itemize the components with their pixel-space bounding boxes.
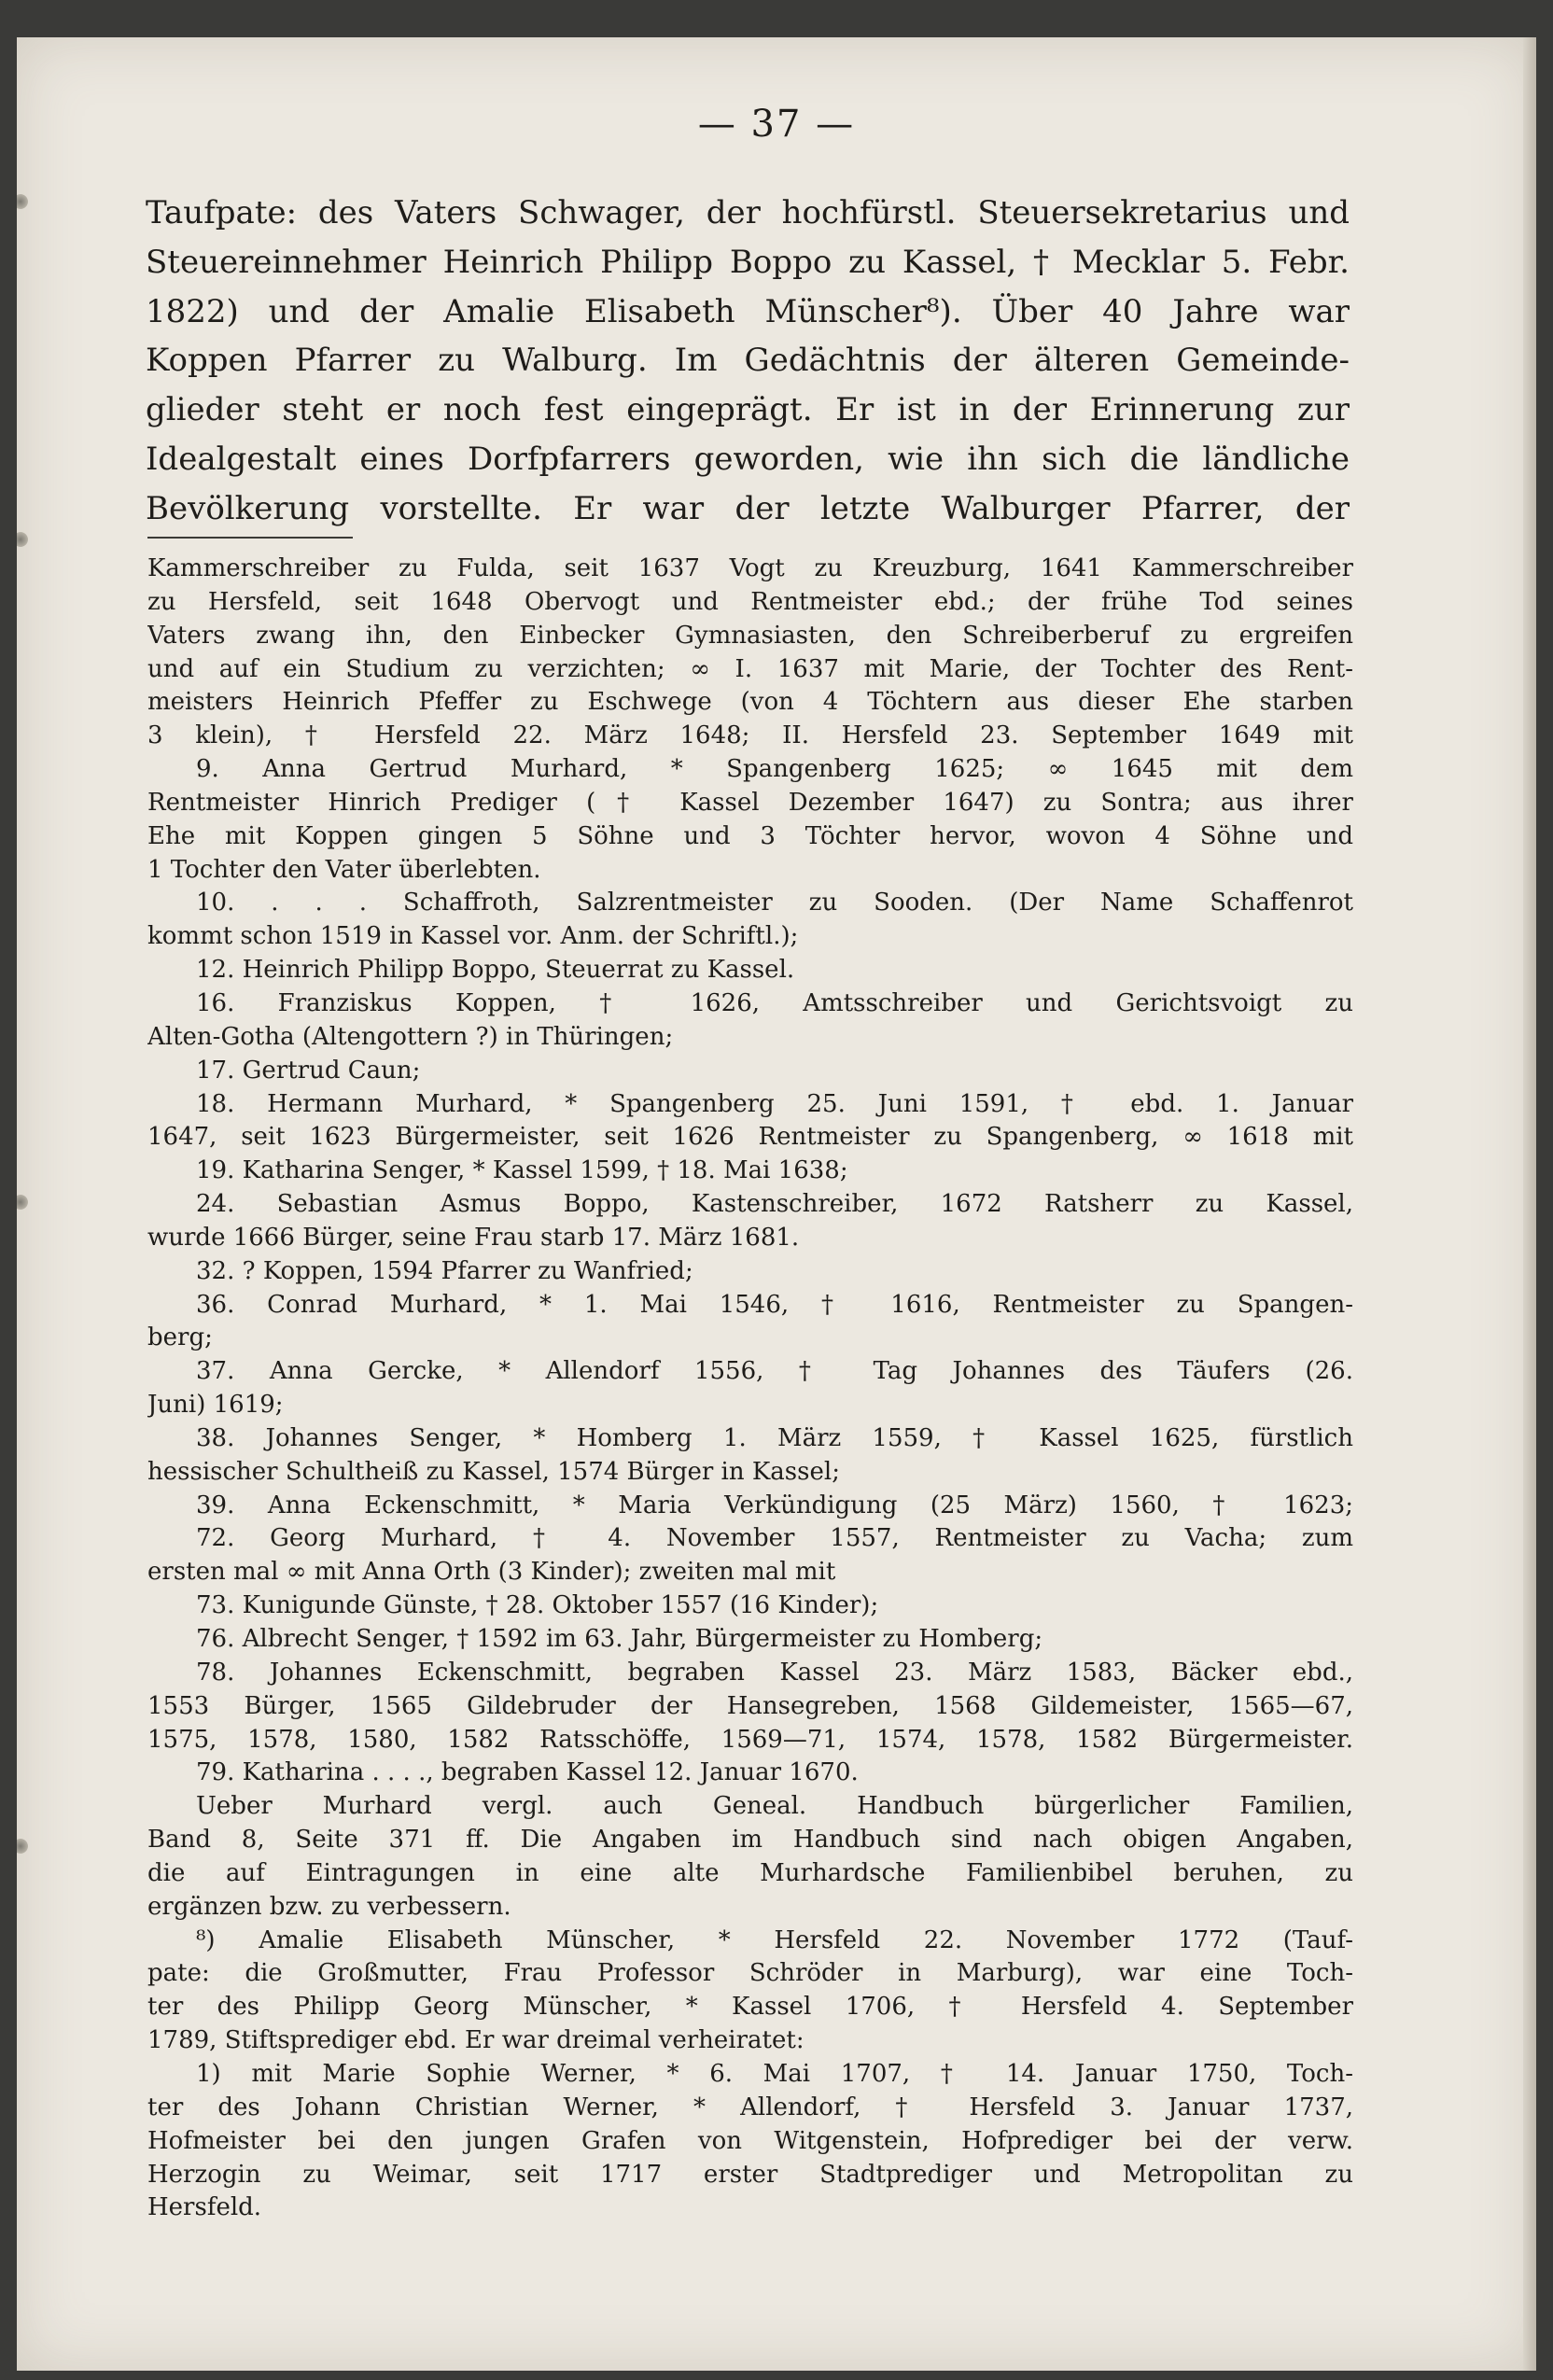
footnote-line: Rentmeister Hinrich Prediger († Kassel Dezember 1647) zu Sontra; aus ihrer xyxy=(147,788,1353,817)
footnote-line: Ueber Murhard vergl. auch Geneal. Handbuch bürgerlicher Familien, xyxy=(196,1792,1353,1821)
footnote-line: 1575, 1578, 1580, 1582 Ratsschöffe, 1569—71, 1574, 1578, 1582 Bürgermeister. xyxy=(147,1725,1353,1754)
punch-hole xyxy=(17,1195,28,1210)
footnote-line: 12. Heinrich Philipp Boppo, Steuerrat zu Kassel. xyxy=(196,956,795,985)
footnote-line: Ehe mit Koppen gingen 5 Söhne und 3 Töchter hervor, wovon 4 Söhne und xyxy=(147,821,1353,850)
footnote-line: 16. Franziskus Koppen, † 1626, Amtsschreiber und Gerichtsvoigt zu xyxy=(196,988,1353,1017)
footnote-line: 17. Gertrud Caun; xyxy=(196,1056,421,1085)
footnote-line: 1647, seit 1623 Bürgermeister, seit 1626 Rentmeister zu Spangenberg, ∞ 1618 mit xyxy=(147,1123,1353,1152)
footnote-line: Band 8, Seite 371 ff. Die Angaben im Handbuch sind nach obigen Angaben, xyxy=(147,1826,1353,1855)
main-line: Koppen Pfarrer zu Walburg. Im Gedächtnis der älteren Gemeinde- xyxy=(146,342,1350,380)
footnote-line: ersten mal ∞ mit Anna Orth (3 Kinder); zweiten mal mit xyxy=(147,1558,836,1587)
document-page xyxy=(17,37,1536,2371)
footnote-separator xyxy=(147,537,353,539)
footnote-line: meisters Heinrich Pfeffer zu Eschwege (von 4 Töchtern aus dieser Ehe starben xyxy=(147,688,1353,717)
page-edge xyxy=(1523,37,1536,2371)
footnote-line: Hofmeister bei den jungen Grafen von Witgenstein, Hofprediger bei der verw. xyxy=(147,2126,1353,2155)
footnote-line: 78. Johannes Eckenschmitt, begraben Kassel 23. März 1583, Bäcker ebd., xyxy=(196,1658,1353,1687)
footnote-line: hessischer Schultheiß zu Kassel, 1574 Bürger in Kassel; xyxy=(147,1457,840,1486)
main-line: Bevölkerung vorstellte. Er war der letzte Walburger Pfarrer, der xyxy=(146,489,1350,527)
footnote-line: 24. Sebastian Asmus Boppo, Kastenschreiber, 1672 Ratsherr zu Kassel, xyxy=(196,1190,1353,1219)
punch-hole xyxy=(17,194,28,209)
footnote-line: Vaters zwang ihn, den Einbecker Gymnasiasten, den Schreiberberuf zu ergreifen xyxy=(147,621,1353,650)
main-line: Steuereinnehmer Heinrich Philipp Boppo zu Kassel, † Mecklar 5. Febr. xyxy=(146,243,1350,281)
punch-hole xyxy=(17,1839,28,1854)
footnote-line: 73. Kunigunde Günste, † 28. Oktober 1557 (16 Kinder); xyxy=(196,1591,879,1620)
footnote-line: 3 klein), † Hersfeld 22. März 1648; II. Hersfeld 23. September 1649 mit xyxy=(147,721,1353,750)
page-number: — 37 — xyxy=(697,103,856,146)
footnotes xyxy=(147,553,1353,2225)
footnote-line: 76. Albrecht Senger, † 1592 im 63. Jahr, Bürgermeister zu Homberg; xyxy=(196,1625,1043,1653)
main-line: glieder steht er noch fest eingeprägt. Er ist in der Erinnerung zur xyxy=(146,391,1350,429)
footnote-line: 1 Tochter den Vater überlebten. xyxy=(147,855,541,884)
footnote-line: und auf ein Studium zu verzichten; ∞ I. 1637 mit Marie, der Tochter des Rent- xyxy=(147,654,1353,683)
footnote-line: 18. Hermann Murhard, * Spangenberg 25. Juni 1591, † ebd. 1. Januar xyxy=(196,1089,1353,1118)
footnote-line: 79. Katharina . . . ., begraben Kassel 12. Januar 1670. xyxy=(196,1758,859,1787)
footnote-line: wurde 1666 Bürger, seine Frau starb 17. März 1681. xyxy=(147,1223,800,1252)
footnote-line: ter des Philipp Georg Münscher, * Kassel 1706, † Hersfeld 4. September xyxy=(147,1993,1353,2022)
footnote-line: 19. Katharina Senger, * Kassel 1599, † 18. Mai 1638; xyxy=(196,1156,848,1185)
footnote-line: die auf Eintragungen in eine alte Murhardsche Familienbibel beruhen, zu xyxy=(147,1858,1353,1887)
main-line: Idealgestalt eines Dorfpfarrers geworden, wie ihn sich die ländliche xyxy=(146,440,1350,478)
footnote-line: pate: die Großmutter, Frau Professor Schröder in Marburg), war eine Toch- xyxy=(147,1959,1353,1988)
footnote-line: 39. Anna Eckenschmitt, * Maria Verkündigung (25 März) 1560, † 1623; xyxy=(196,1491,1353,1519)
main-text xyxy=(146,189,1350,534)
footnote-line: 1553 Bürger, 1565 Gildebruder der Hansegreben, 1568 Gildemeister, 1565—67, xyxy=(147,1691,1353,1720)
footnote-line: 10. . . . Schaffroth, Salzrentmeister zu Sooden. (Der Name Schaffenrot xyxy=(196,889,1353,917)
footnote-line: 36. Conrad Murhard, * 1. Mai 1546, † 1616, Rentmeister zu Spangen- xyxy=(196,1290,1353,1319)
main-line: 1822) und der Amalie Elisabeth Münscher⁸). Über 40 Jahre war xyxy=(146,292,1350,330)
footnote-line: berg; xyxy=(147,1323,213,1352)
footnote-line: ⁸) Amalie Elisabeth Münscher, * Hersfeld 22. November 1772 (Tauf- xyxy=(196,1925,1353,1954)
footnote-line: Hersfeld. xyxy=(147,2193,262,2222)
footnote-line: ter des Johann Christian Werner, * Allendorf, † Hersfeld 3. Januar 1737, xyxy=(147,2093,1353,2121)
footnote-line: 1) mit Marie Sophie Werner, * 6. Mai 1707, † 14. Januar 1750, Toch- xyxy=(196,2059,1353,2088)
footnote-line: Herzogin zu Weimar, seit 1717 erster Stadtprediger und Metropolitan zu xyxy=(147,2160,1353,2189)
footnote-line: zu Hersfeld, seit 1648 Obervogt und Rentmeister ebd.; der frühe Tod seines xyxy=(147,587,1353,616)
punch-hole xyxy=(17,532,28,547)
footnote-line: Juni) 1619; xyxy=(147,1391,284,1420)
footnote-line: 32. ? Koppen, 1594 Pfarrer zu Wanfried; xyxy=(196,1256,693,1285)
footnote-line: Alten-Gotha (Altengottern ?) in Thüringen; xyxy=(147,1022,674,1051)
main-line: Taufpate: des Vaters Schwager, der hochfürstl. Steuersekretarius und xyxy=(146,194,1350,231)
footnote-line: Kammerschreiber zu Fulda, seit 1637 Vogt zu Kreuzburg, 1641 Kammerschreiber xyxy=(147,554,1353,582)
footnote-line: 1789, Stiftsprediger ebd. Er war dreimal verheiratet: xyxy=(147,2026,804,2055)
footnote-line: 38. Johannes Senger, * Homberg 1. März 1559, † Kassel 1625, fürstlich xyxy=(196,1423,1353,1452)
footnote-line: 72. Georg Murhard, † 4. November 1557, Rentmeister zu Vacha; zum xyxy=(196,1524,1353,1553)
footnote-line: 9. Anna Gertrud Murhard, * Spangenberg 1625; ∞ 1645 mit dem xyxy=(196,755,1353,784)
footnote-line: kommt schon 1519 in Kassel vor. Anm. der Schriftl.); xyxy=(147,922,799,951)
footnote-line: 37. Anna Gercke, * Allendorf 1556, † Tag Johannes des Täufers (26. xyxy=(196,1357,1353,1386)
footnote-line: ergänzen bzw. zu verbessern. xyxy=(147,1892,511,1921)
